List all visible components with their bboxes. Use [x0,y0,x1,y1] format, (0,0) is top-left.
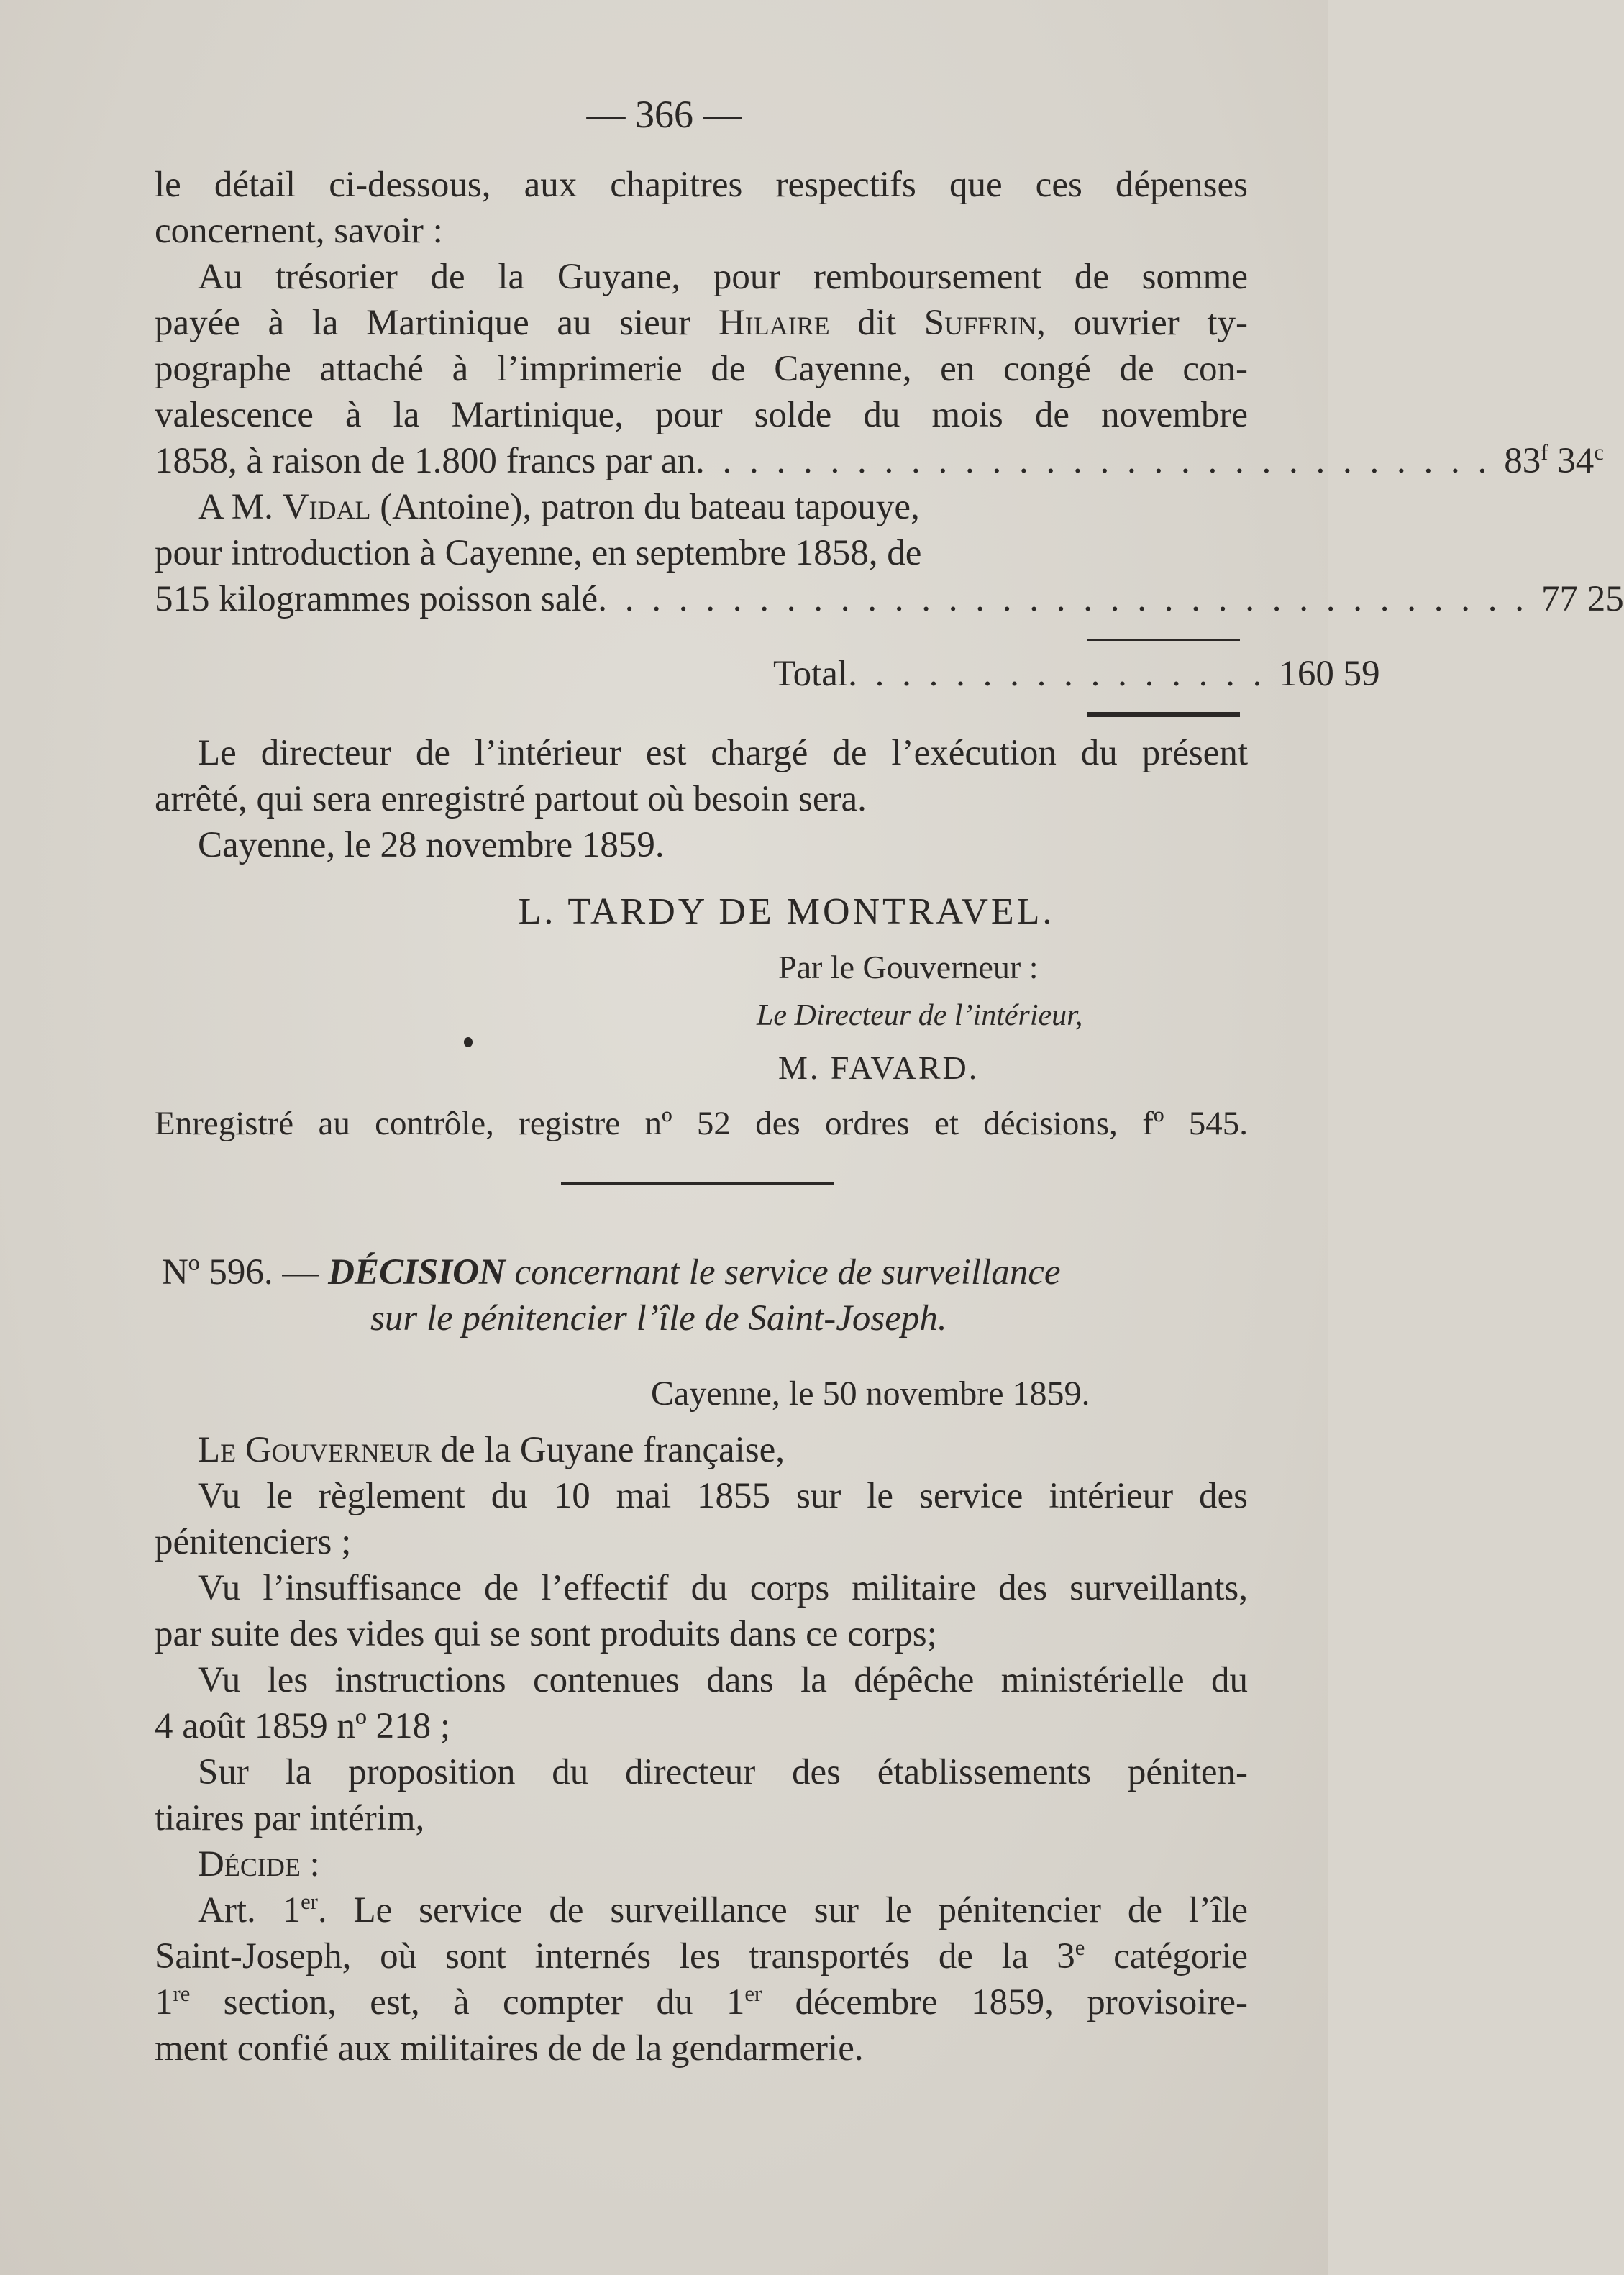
closing-line-2: arrêté, qui sera enregistré partout où besoin sera. [155,779,867,819]
payment1-line-1: Au trésorier de la Guyane, pour remboursement de somme [198,257,1248,297]
payment2-line-3: 515 kilogrammes poisson salé . . . . . . . . . . . . . . . . . . . . . . . . . . . . . . . . . . . 77 25 [155,576,1248,622]
payment1-amount: 83$^f$ 34$^c$ [1504,440,1604,481]
vu1-line-1: Vu le règlement du 10 mai 1855 sur le service intérieur des [198,1476,1248,1516]
article-line-4: ment confié aux militaires de de la gendarmerie. [155,2028,864,2069]
decision-number: Nº 596. [162,1252,273,1292]
sur-line-2: tiaires par intérim, [155,1798,425,1838]
vu3-line-2: 4 août 1859 nº 218 ; [155,1706,451,1746]
payment2-amount: 77 25 [1541,579,1624,619]
article-line-1: Art. 1er. Le service de surveillance sur le pénitencier de l’île [198,1889,1249,1930]
vu1-line-2: pénitenciers ; [155,1522,352,1562]
payment2-line-2: pour introduction à Cayenne, en septembre 1858, de [155,533,922,573]
decision-heading-line-2: sur le pénitencier l’île de Saint-Joseph. [370,1298,947,1339]
leader-dots: . . . . . . . . . . . . . . . . . . . . . . . . . . . . . . . . . . . [598,579,1528,619]
payment1-line-2: payée à la Martinique au sieur Hilaire dit Suffrin, ouvrier ty- [155,303,1248,343]
decision-place-date: Cayenne, le 50 novembre 1859. [651,1374,1090,1413]
section-separator [561,1182,834,1185]
payment2-line-1: A M. Vidal (Antoine), patron du bateau tapouye, [198,487,920,527]
decision-heading: Nº 596. — DÉCISION concernant le service de surveillance [162,1252,1061,1292]
payee2-name: Vidal [282,487,371,527]
vu3-line-1: Vu les instructions contenues dans la dépêche ministérielle du [198,1660,1248,1700]
governor-line: Le Gouverneur de la Guyane française, [198,1430,785,1470]
signature-name: L. TARDY DE MONTRAVEL. [518,891,1055,932]
registration-line: Enregistré au contrôle, registre nº 52 des ordres et décisions, fº 545. [155,1105,1248,1142]
payment1-line-3: pographe attaché à l’imprimerie de Cayenne, en congé de con- [155,349,1248,389]
signature-by: Par le Gouverneur : [778,949,1039,985]
signature-director: M. FAVARD. [778,1049,980,1086]
article-line-2: Saint-Joseph, où sont internés les transportés de la 3e catégorie [155,1936,1248,1977]
article-line-3: 1re section, est, à compter du 1er décembre 1859, provisoire- [155,1982,1248,2023]
total-amount: 160 59 [1279,654,1380,694]
payment1-line-5: 1858, à raison de 1.800 francs par an . . . . . . . . . . . . . . . . . . . . . . . . . . . . . . 83$^f$ 34$^c$ [155,438,1248,484]
leader-dots: . . . . . . . . . . . . . . . . [848,654,1267,694]
leader-dots: . . . . . . . . . . . . . . . . . . . . . . . . . . . . . . [695,441,1492,481]
decide-line: Décide : [198,1844,320,1884]
payee-name: Hilaire [718,303,830,343]
printer-dot [464,1037,473,1047]
vu2-line-1: Vu l’insuffisance de l’effectif du corps militaire des surveillants, [198,1568,1248,1608]
intro-line-2: concernent, savoir : [155,211,443,251]
closing-place-date: Cayenne, le 28 novembre 1859. [198,825,665,865]
total-line: Total . . . . . . . . . . . . . . . . 160 59 [773,651,1248,697]
total-rule [1087,712,1240,717]
page-number: — 366 — [586,93,742,136]
decision-keyword: DÉCISION [328,1252,506,1292]
closing-line-1: Le directeur de l’intérieur est chargé de l’exécution du présent [198,733,1248,773]
sur-line-1: Sur la proposition du directeur des établissements péniten- [198,1752,1248,1792]
vu2-line-2: par suite des vides qui se sont produits dans ce corps; [155,1614,937,1654]
intro-line-1: le détail ci-dessous, aux chapitres respectifs que ces dépenses [155,165,1248,205]
payee-alias: Suffrin [923,303,1037,343]
sum-rule [1087,639,1240,641]
signature-title: Le Directeur de l’intérieur, [757,999,1083,1032]
payment1-line-4: valescence à la Martinique, pour solde du mois de novembre [155,395,1248,435]
